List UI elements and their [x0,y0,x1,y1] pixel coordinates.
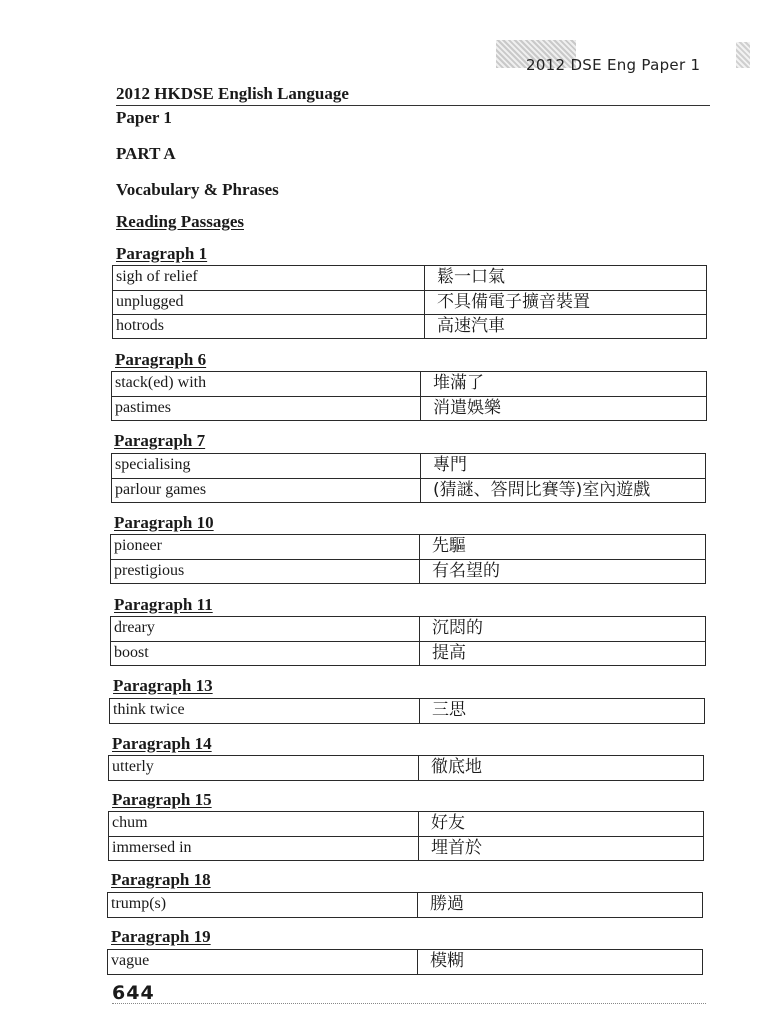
vocab-row [113,290,706,314]
vocab-row [108,893,702,917]
vocab-row [112,478,705,502]
term-zh: 鬆一口氣 [424,266,706,290]
term-en: specialising [115,456,191,473]
term-en: parlour games [115,481,207,498]
term-en: unplugged [116,293,184,310]
section-title: Paragraph 18 [111,870,211,889]
vocab-row [111,559,705,583]
term-zh: 消遣娛樂 [420,397,706,420]
vocab-table [109,698,705,724]
term-en: stack(ed) with [115,374,207,391]
term-en: utterly [112,758,154,775]
vocab-row [109,812,703,836]
vocab-row [113,266,706,290]
term-zh: 堆滿了 [420,372,706,396]
term-zh: 專門 [420,454,705,478]
term-zh: 不具備電子擴音裝置 [424,291,706,314]
vocab-table [112,265,707,339]
section-title: Paragraph 7 [114,431,206,450]
vocab-table [111,371,707,421]
section-title: Paragraph 15 [112,790,212,809]
vocab-row [111,535,705,559]
term-en: trump(s) [111,895,167,912]
vocab-row [110,699,704,723]
section-title: Paragraph 1 [116,244,208,263]
vocab-table [110,534,706,584]
vocab-row [112,372,706,396]
page-number: 644 [112,982,155,1004]
term-en: boost [114,644,149,661]
vocab-row [112,396,706,420]
paper-label: Paper 1 [116,108,172,127]
section-title: Paragraph 13 [113,676,213,695]
vocab-row [111,641,705,665]
reading-heading: Reading Passages [116,212,244,231]
term-zh: 先驅 [419,535,705,559]
term-zh: 好友 [418,812,703,836]
term-zh: 三思 [419,699,704,723]
vocab-table [111,453,706,503]
term-zh: 提高 [419,642,705,665]
term-zh: 沉悶的 [419,617,705,641]
term-zh: 模糊 [417,950,702,974]
section-title: Paragraph 19 [111,927,211,946]
term-zh: 徹底地 [418,756,703,780]
footer-divider [112,1003,706,1004]
section-title: Paragraph 10 [114,513,214,532]
term-en: sigh of relief [116,268,198,285]
vocab-table [107,949,703,975]
term-en: chum [112,814,148,831]
term-en: pioneer [114,537,162,554]
vocab-heading: Vocabulary & Phrases [116,180,279,199]
doc-title: 2012 HKDSE English Language [116,84,349,103]
term-en: dreary [114,619,155,636]
term-zh: 有名望的 [419,560,705,583]
scan-shading [736,42,750,68]
vocab-row [109,836,703,860]
term-en: think twice [113,701,185,718]
term-zh: 埋首於 [418,837,703,860]
term-en: prestigious [114,562,185,579]
header-tag [496,40,710,76]
title-divider [116,105,710,106]
term-zh: 高速汽車 [424,315,706,338]
vocab-table [108,755,704,781]
vocab-table [107,892,703,918]
vocab-row [111,617,705,641]
vocab-row [108,950,702,974]
term-en: vague [111,952,150,969]
term-en: immersed in [112,839,192,856]
vocab-row [112,454,705,478]
vocab-table [110,616,706,666]
term-en: hotrods [116,317,164,334]
term-zh: (猜謎、答問比賽等)室內遊戲 [420,479,705,502]
section-title: Paragraph 6 [115,350,207,369]
header-tag-label: 2012 DSE Eng Paper 1 [526,56,701,74]
part-label: PART A [116,144,176,163]
section-title: Paragraph 11 [114,595,213,614]
vocab-row [109,756,703,780]
vocab-table [108,811,704,861]
term-en: pastimes [115,399,171,416]
term-zh: 勝過 [417,893,702,917]
vocab-row [113,314,706,338]
section-title: Paragraph 14 [112,734,212,753]
